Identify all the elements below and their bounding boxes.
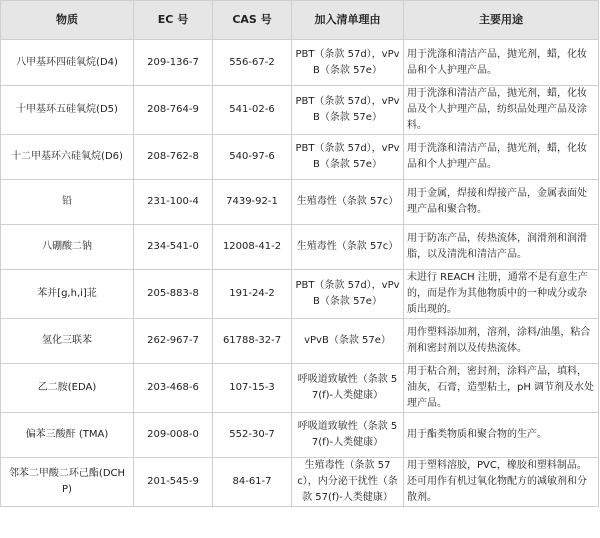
header-row (1, 1, 599, 40)
cell-use: 用于金属，焊接和焊接产品，金属表面处理产品和聚合物。 (404, 180, 599, 225)
table-row (1, 180, 599, 225)
table-row (1, 413, 599, 458)
cell-reason: PBT（条款 57d），vPvB（条款 57e） (292, 270, 404, 319)
cell-use: 未进行 REACH 注册，通常不是有意生产的，而是作为其他物质中的一种成分或杂质出现的。 (404, 270, 599, 319)
cell-use: 用作塑料添加剂，溶剂，涂料/油墨，粘合剂和密封剂以及传热流体。 (404, 319, 599, 364)
cell-reason: PBT（条款 57d），vPvB（条款 57e） (292, 86, 404, 135)
cell-use: 用于粘合剂，密封剂，涂料产品，填料，油灰，石膏，造型粘土，pH 调节剂及水处理产品。 (404, 364, 599, 413)
cell-cas: 12008-41-2 (213, 225, 292, 270)
cell-substance: 八甲基环四硅氧烷(D4) (1, 40, 134, 86)
cell-use: 用于洗涤和清洁产品，抛光剂，蜡，化妆品和个人护理产品。 (404, 135, 599, 180)
cell-substance: 铅 (1, 180, 134, 225)
cell-ec: 203-468-6 (134, 364, 213, 413)
cell-reason: PBT（条款 57d），vPvB（条款 57e） (292, 40, 404, 86)
cell-use: 用于洗涤和清洁产品，抛光剂，蜡，化妆品和个人护理产品。 (404, 40, 599, 86)
cell-ec: 208-764-9 (134, 86, 213, 135)
table-row (1, 458, 599, 507)
cell-reason: 呼吸道致敏性（条款 57(f)-人类健康） (292, 413, 404, 458)
cell-ec: 209-136-7 (134, 40, 213, 86)
table-row (1, 319, 599, 364)
cell-reason: PBT（条款 57d），vPvB（条款 57e） (292, 135, 404, 180)
cell-cas: 61788-32-7 (213, 319, 292, 364)
cell-cas: 540-97-6 (213, 135, 292, 180)
cell-ec: 262-967-7 (134, 319, 213, 364)
cell-substance: 八硼酸二钠 (1, 225, 134, 270)
cell-cas: 7439-92-1 (213, 180, 292, 225)
cell-substance: 偏苯三酸酐 (TMA) (1, 413, 134, 458)
cell-ec: 234-541-0 (134, 225, 213, 270)
cell-substance: 十二甲基环六硅氧烷(D6) (1, 135, 134, 180)
table-row (1, 270, 599, 319)
cell-reason: vPvB（条款 57e） (292, 319, 404, 364)
cell-substance: 乙二胺(EDA) (1, 364, 134, 413)
table-row (1, 40, 599, 86)
header-substance: 物质 (1, 1, 134, 40)
cell-cas: 552-30-7 (213, 413, 292, 458)
cell-reason: 呼吸道致敏性（条款 57(f)-人类健康） (292, 364, 404, 413)
cell-cas: 541-02-6 (213, 86, 292, 135)
cell-ec: 208-762-8 (134, 135, 213, 180)
table-row (1, 135, 599, 180)
table-row (1, 86, 599, 135)
cell-cas: 107-15-3 (213, 364, 292, 413)
cell-ec: 205-883-8 (134, 270, 213, 319)
cell-substance: 十甲基环五硅氧烷(D5) (1, 86, 134, 135)
cell-reason: 生殖毒性（条款 57c），内分泌干扰性（条款 57(f)-人类健康） (292, 458, 404, 507)
cell-use: 用于防冻产品，传热流体，润滑剂和润滑脂，以及清洗和清洁产品。 (404, 225, 599, 270)
cell-ec: 209-008-0 (134, 413, 213, 458)
cell-reason: 生殖毒性（条款 57c） (292, 225, 404, 270)
header-main-use: 主要用途 (404, 1, 599, 40)
table-row (1, 225, 599, 270)
cell-substance: 邻苯二甲酸二环己酯(DCHP) (1, 458, 134, 507)
cell-cas: 84-61-7 (213, 458, 292, 507)
cell-ec: 201-545-9 (134, 458, 213, 507)
cell-substance: 苯并[g,h,i]苝 (1, 270, 134, 319)
cell-reason: 生殖毒性（条款 57c） (292, 180, 404, 225)
header-ec-number: EC 号 (134, 1, 213, 40)
cell-use: 用于塑料溶胶，PVC，橡胶和塑料制品。还可用作有机过氧化物配方的减敏剂和分散剂。 (404, 458, 599, 507)
cell-ec: 231-100-4 (134, 180, 213, 225)
cell-cas: 556-67-2 (213, 40, 292, 86)
header-reason: 加入清单理由 (292, 1, 404, 40)
cell-use: 用于酯类物质和聚合物的生产。 (404, 413, 599, 458)
cell-substance: 氢化三联苯 (1, 319, 134, 364)
table-row (1, 364, 599, 413)
cell-cas: 191-24-2 (213, 270, 292, 319)
cell-use: 用于洗涤和清洁产品，抛光剂，蜡，化妆品及个人护理产品，纺织品处理产品及涂料。 (404, 86, 599, 135)
header-cas-number: CAS 号 (213, 1, 292, 40)
